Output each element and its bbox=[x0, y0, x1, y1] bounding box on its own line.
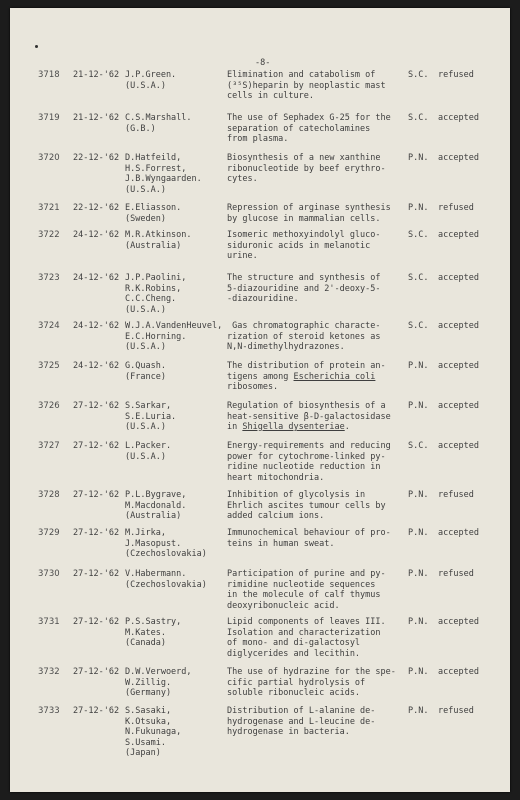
entry-type-code: S.C. bbox=[408, 70, 429, 80]
entry-status: accepted bbox=[438, 113, 479, 123]
entry-date: 27-12-'62 bbox=[73, 667, 120, 677]
entry-status: refused bbox=[438, 203, 474, 213]
entry-type-code: P.N. bbox=[408, 667, 429, 677]
entry-status: refused bbox=[438, 569, 474, 579]
entry-type-code: P.N. bbox=[408, 490, 429, 500]
entry-status: accepted bbox=[438, 441, 479, 451]
entry-status: accepted bbox=[438, 617, 479, 627]
entry-status: refused bbox=[438, 70, 474, 80]
entry-authors: V.Habermann. (Czechoslovakia) bbox=[125, 569, 207, 590]
entry-authors: M.Jirka, J.Masopust. (Czechoslovakia) bbox=[125, 528, 207, 559]
entry-number: 3724 bbox=[38, 321, 60, 331]
entry-authors: W.J.A.VandenHeuvel, E.C.Horning. (U.S.A.) bbox=[125, 321, 223, 352]
entry-number: 3723 bbox=[38, 273, 60, 283]
entry-authors: P.S.Sastry, M.Kates. (Canada) bbox=[125, 617, 182, 648]
entry-authors: J.P.Green. (U.S.A.) bbox=[125, 70, 177, 91]
entry-title: The use of Sephadex G-25 for the separation of catecholamines from plasma. bbox=[227, 113, 391, 144]
entry-date: 24-12-'62 bbox=[73, 321, 120, 331]
entry-title: Distribution of L-alanine de- hydrogenase and L-leucine de- hydrogenase in bacteria. bbox=[227, 706, 376, 737]
entry-type-code: P.N. bbox=[408, 361, 429, 371]
species-name: Escherichia coli bbox=[293, 371, 376, 382]
entry-authors: S.Sarkar, S.E.Luria. (U.S.A.) bbox=[125, 401, 177, 432]
entry-date: 27-12-'62 bbox=[73, 706, 120, 716]
entry-number: 3730 bbox=[38, 569, 60, 579]
entry-date: 22-12-'62 bbox=[73, 203, 120, 213]
entry-type-code: S.C. bbox=[408, 273, 429, 283]
entry-number: 3727 bbox=[38, 441, 60, 451]
entry-status: accepted bbox=[438, 528, 479, 538]
entry-number: 3725 bbox=[38, 361, 60, 371]
entry-authors: G.Quash. (France) bbox=[125, 361, 166, 382]
entry-status: accepted bbox=[438, 230, 479, 240]
entry-type-code: S.C. bbox=[408, 113, 429, 123]
entry-date: 27-12-'62 bbox=[73, 490, 120, 500]
entry-number: 3719 bbox=[38, 113, 60, 123]
entry-title: Isomeric methoxyindolyl gluco- siduronic acids in melanotic urine. bbox=[227, 230, 381, 261]
title-text: Regulation of biosynthesis of a heat-sensitive β-D-galactosidase in bbox=[227, 401, 391, 432]
entry-date: 22-12-'62 bbox=[73, 153, 120, 163]
entry-number: 3720 bbox=[38, 153, 60, 163]
entry-type-code: P.N. bbox=[408, 528, 429, 538]
entry-status: refused bbox=[438, 490, 474, 500]
entry-type-code: P.N. bbox=[408, 569, 429, 579]
entry-authors: P.L.Bygrave, M.Macdonald. (Australia) bbox=[125, 490, 187, 521]
entry-date: 21-12-'62 bbox=[73, 113, 120, 123]
entry-title: Elimination and catabolism of (³⁵S)heparin by neoplastic mast cells in culture. bbox=[227, 70, 386, 101]
entry-number: 3726 bbox=[38, 401, 60, 411]
entry-date: 27-12-'62 bbox=[73, 441, 120, 451]
entry-authors: D.W.Verwoerd, W.Zillig. (Germany) bbox=[125, 667, 192, 698]
entry-authors: D.Hatfeild, H.S.Forrest, J.B.Wyngaarden. (U.S.A.) bbox=[125, 153, 202, 195]
entry-title: Lipid components of leaves III. Isolation and characterization of mono- and di-galactosyl diglycerides and lecithin. bbox=[227, 617, 386, 659]
entry-title: Inhibition of glycolysis in Ehrlich ascites tumour cells by added calcium ions. bbox=[227, 490, 386, 521]
entry-title: Participation of purine and py- rimidine nucleotide sequences in the molecule of calf thymus deoxyribonucleic acid. bbox=[227, 569, 386, 611]
page-number: -8- bbox=[255, 58, 271, 68]
entry-date: 24-12-'62 bbox=[73, 361, 120, 371]
entry-type-code: P.N. bbox=[408, 401, 429, 411]
entry-status: accepted bbox=[438, 273, 479, 283]
entry-authors: J.P.Paolini, R.K.Robins, C.C.Cheng. (U.S.A.) bbox=[125, 273, 187, 315]
entry-number: 3732 bbox=[38, 667, 60, 677]
entry-date: 27-12-'62 bbox=[73, 401, 120, 411]
entry-authors: L.Packer. (U.S.A.) bbox=[125, 441, 172, 462]
entry-date: 21-12-'62 bbox=[73, 70, 120, 80]
entry-title: Repression of arginase synthesis by glucose in mammalian cells. bbox=[227, 203, 391, 224]
entry-title bbox=[227, 401, 405, 433]
entry-title: The structure and synthesis of 5-diazouridine and 2'-deoxy-5- -diazouridine. bbox=[227, 273, 381, 304]
entry-date: 24-12-'62 bbox=[73, 230, 120, 240]
entry-title bbox=[227, 361, 405, 393]
entry-type-code: P.N. bbox=[408, 617, 429, 627]
entry-date: 27-12-'62 bbox=[73, 617, 120, 627]
entry-type-code: S.C. bbox=[408, 230, 429, 240]
entry-title: Immunochemical behaviour of pro- teins in human sweat. bbox=[227, 528, 391, 549]
entry-type-code: P.N. bbox=[408, 203, 429, 213]
entry-number: 3729 bbox=[38, 528, 60, 538]
entry-title: Biosynthesis of a new xanthine ribonucleotide by beef erythro- cytes. bbox=[227, 153, 386, 184]
entry-status: refused bbox=[438, 706, 474, 716]
entry-number: 3721 bbox=[38, 203, 60, 213]
entry-number: 3733 bbox=[38, 706, 60, 716]
entry-number: 3731 bbox=[38, 617, 60, 627]
entry-number: 3718 bbox=[38, 70, 60, 80]
entry-status: accepted bbox=[438, 361, 479, 371]
entry-status: accepted bbox=[438, 321, 479, 331]
entry-number: 3722 bbox=[38, 230, 60, 240]
entry-authors: E.Eliasson. (Sweden) bbox=[125, 203, 182, 224]
entry-status: accepted bbox=[438, 667, 479, 677]
margin-dot bbox=[35, 45, 38, 48]
entry-title: Energy-requirements and reducing power for cytochrome-linked py- ridine nucleotide reduction in heart mitochondria. bbox=[227, 441, 391, 483]
entry-number: 3728 bbox=[38, 490, 60, 500]
entry-authors: M.R.Atkinson. (Australia) bbox=[125, 230, 192, 251]
title-text: ribosomes. bbox=[227, 382, 279, 392]
title-text: . bbox=[344, 422, 350, 432]
entry-type-code: S.C. bbox=[408, 441, 429, 451]
entry-authors: C.S.Marshall. (G.B.) bbox=[125, 113, 192, 134]
entry-status: accepted bbox=[438, 153, 479, 163]
species-name: Shigella dysenteriae bbox=[242, 422, 345, 432]
entry-type-code: P.N. bbox=[408, 706, 429, 716]
entry-title: The use of hydrazine for the spe- cific partial hydrolysis of soluble ribonucleic acids. bbox=[227, 667, 396, 698]
entry-date: 24-12-'62 bbox=[73, 273, 120, 283]
document-page bbox=[10, 8, 510, 792]
title-text: The distribution of protein an- tigens among bbox=[227, 361, 386, 382]
entry-authors: S.Sasaki, K.Otsuka, N.Fukunaga, S.Usami. (Japan) bbox=[125, 706, 182, 758]
entry-status: accepted bbox=[438, 401, 479, 411]
entry-type-code: P.N. bbox=[408, 153, 429, 163]
entry-title: Gas chromatographic characte- rization of steroid ketones as N,N-dimethylhydrazones. bbox=[227, 321, 381, 352]
entry-type-code: S.C. bbox=[408, 321, 429, 331]
entry-date: 27-12-'62 bbox=[73, 569, 120, 579]
entry-date: 27-12-'62 bbox=[73, 528, 120, 538]
